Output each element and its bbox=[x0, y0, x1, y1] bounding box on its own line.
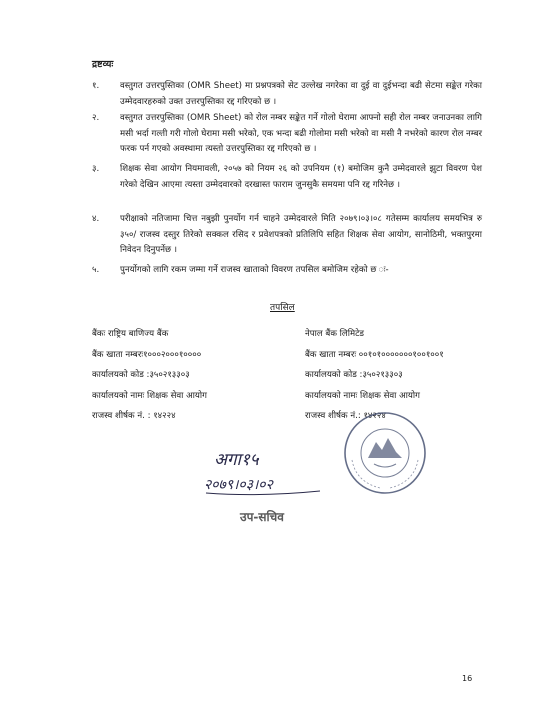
note-number: १. bbox=[92, 81, 100, 91]
bank-name: नेपाल बैंक लिमिटेड bbox=[305, 329, 365, 339]
note-number: ३. bbox=[92, 164, 100, 174]
note-item bbox=[92, 111, 482, 158]
revenue-head: राजस्व शीर्षक नं. : १४२२४ bbox=[92, 411, 176, 421]
bank-account-number: बैंक खाता नम्बरः ००१०१०००००००१००१००१ bbox=[305, 349, 444, 360]
handwritten-signature bbox=[200, 443, 330, 503]
note-item bbox=[92, 162, 482, 193]
office-name: कार्यालयको नामः शिक्षक सेवा आयोग bbox=[92, 390, 207, 401]
revenue-head: राजस्व शीर्षक नं.: १४२२४ bbox=[305, 411, 386, 421]
page-number: 16 bbox=[462, 674, 473, 683]
svg-text:२०७९।०३।०२: २०७९।०३।०२ bbox=[204, 477, 273, 493]
bank-details-left bbox=[92, 327, 207, 430]
bank-name: बैंकः राष्ट्रिय बाणिज्य बैंक bbox=[92, 329, 169, 339]
note-number: ५. bbox=[92, 265, 100, 275]
note-text: वस्तुगत उत्तरपुस्तिका (OMR Sheet) मा प्रश्नपत्रको सेट उल्लेख नगरेका वा दुई वा दुईभन्दा बढी सेटमा सङ्केत गरेका उम्मेदवारहरुको उक्त उत्तरपुस्तिका रद्द गरिएको छ । bbox=[120, 81, 482, 107]
note-text: परीक्षाको नतिजामा चित्त नबुझी पुनर्योग गर्न चाहने उम्मेदवारले मिति २०७९।०३।०८ गतेसम्म कार्यालय समयभित्र रु ३५०/ राजस्व दस्तुर तिरेको सक्कल रसिद र प्रवेशपत्रको प्रतिलिपि सहित शिक्षक सेवा आयोग, सानोठिमी, भक्तपुरमा निवेदन दिनुपर्नेछ । bbox=[120, 214, 482, 255]
note-number: २. bbox=[92, 113, 100, 123]
office-name: कार्यालयको नामः शिक्षक सेवा आयोग bbox=[305, 390, 420, 401]
office-code: कार्यालयको कोड :३५०२१३३०३ bbox=[305, 370, 403, 380]
svg-text:अगा१५: अगा१५ bbox=[214, 450, 259, 470]
note-number: ४. bbox=[92, 214, 100, 224]
official-seal bbox=[340, 408, 430, 498]
office-code: कार्यालयको कोड :३५०२१३३०३ bbox=[92, 370, 190, 380]
tapasil-title: तपसिल bbox=[270, 303, 295, 313]
note-text: वस्तुगत उत्तरपुस्तिका (OMR Sheet) को रोल नम्बर सङ्केत गर्ने गोलो घेरामा आफ्नो सही रोल नम्बर जनाउनका लागि मसी भर्दा गल्ती गरी गोलो घेरामा मसी भरेको, एक भन्दा बढी गोलोमा मसी भरेको वा मसी नै नभरेको कारण रोल नम्बर फरक पर्न गएको अवस्थामा त्यस्तो उत्तरपुस्तिका रद्द गरिएको छ । bbox=[120, 113, 482, 154]
notes-heading: द्रष्टव्यः bbox=[92, 59, 114, 70]
note-text: पुनर्योगको लागि रकम जम्मा गर्ने राजस्व खाताको विवरण तपसिल बमोजिम रहेको छ ः- bbox=[120, 265, 389, 275]
mountain-emblem-icon bbox=[368, 438, 402, 458]
bank-account-number: बैंक खाता नम्बरः१०००२०००१०००० bbox=[92, 349, 202, 360]
designation-deputy-secretary: उप-सचिव bbox=[240, 510, 284, 524]
note-item bbox=[92, 212, 482, 259]
note-item bbox=[92, 79, 482, 110]
note-text: शिक्षक सेवा आयोग नियमावली, २०५७ को नियम २६ को उपनियम (१) बमोजिम कुनै उम्मेदवारले झुटा विवरण पेश गरेको देखिन आएमा त्यस्ता उम्मेदवारको दरखास्त फाराम जुनसुकै समयमा पनि रद्द गरिनेछ । bbox=[120, 164, 482, 190]
note-item bbox=[92, 263, 482, 279]
